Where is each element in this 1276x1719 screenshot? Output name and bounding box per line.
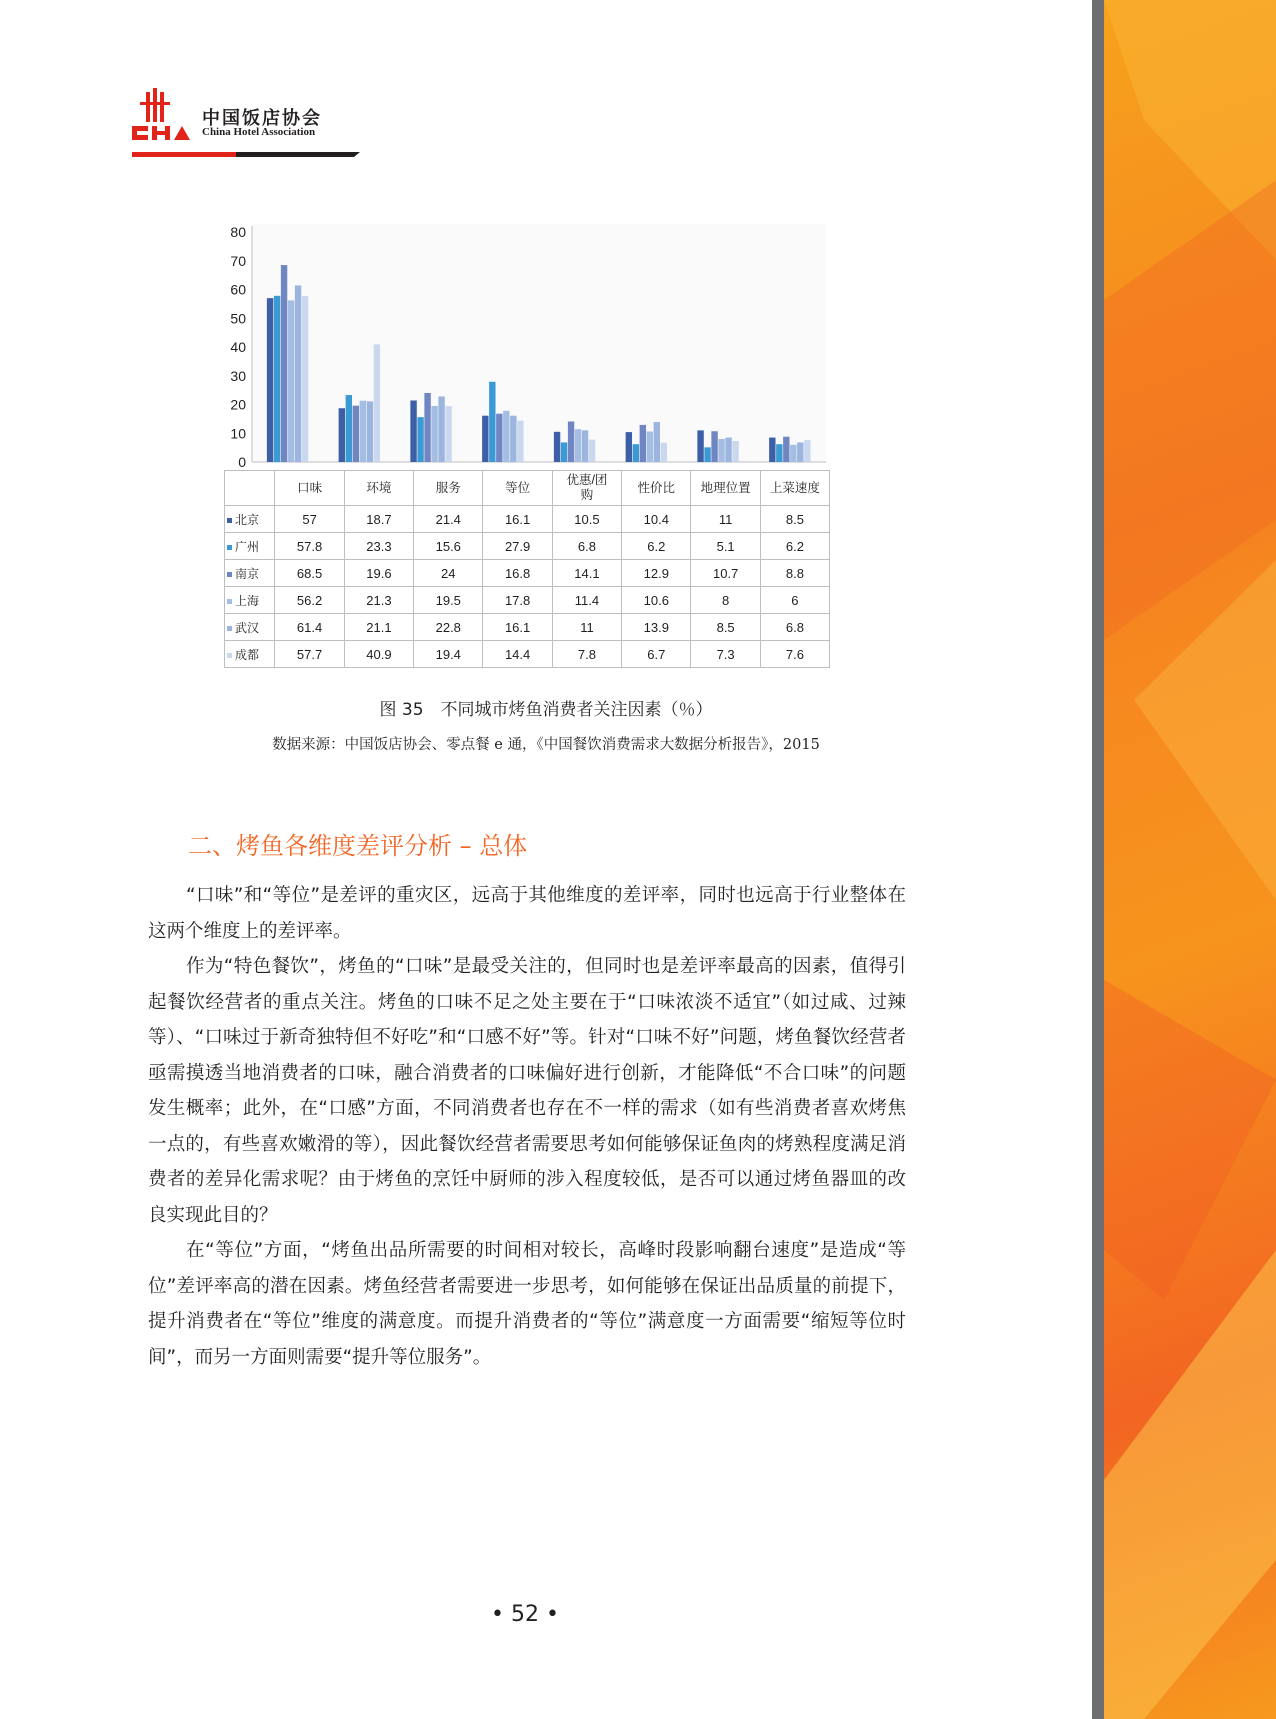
data-label: 5.1 [691,533,760,560]
bar [697,430,703,462]
data-label: 6.8 [760,614,829,641]
data-label: 11.4 [552,587,621,614]
table-row [225,641,830,668]
bar [797,442,803,462]
bar [267,298,273,462]
data-label: 8.8 [760,560,829,587]
bar [769,438,775,462]
bar [725,438,731,462]
data-label: 24 [414,560,483,587]
data-label: 27.9 [483,533,552,560]
y-tick-label: 10 [230,425,246,442]
bar [804,440,810,462]
data-label: 7.8 [552,641,621,668]
page-number: • 52 • [491,1602,559,1627]
y-tick-label: 20 [230,396,246,413]
bar [790,445,796,462]
table-row [225,614,830,641]
data-label: 15.6 [414,533,483,560]
data-label: 11 [552,614,621,641]
side-gray-strip [1092,0,1104,1719]
bar [711,431,717,462]
data-label: 19.4 [414,641,483,668]
table-row [225,506,830,533]
body-text [148,878,906,1375]
bar [561,442,567,462]
data-label: 19.6 [344,560,413,587]
bar [360,401,366,462]
data-label: 10.4 [622,506,691,533]
legend-entry: 武汉 [225,614,275,641]
category-label: 服务 [414,471,483,506]
data-label: 14.4 [483,641,552,668]
header-rule [132,152,360,157]
paragraph: 在“等位”方面，“烤鱼出品所需要的时间相对较长，高峰时段影响翻台速度”是造成“等位”差评率高的潜在因素。烤鱼经营者需要进一步思考，如何能够在保证出品质量的前提下，提升消费者在“等位”维度的满意度。而提升消费者的“等位”满意度一方面需要“缩短等位时间”，而另一方面则需要“提升等位服务”。 [148,1240,906,1368]
data-label: 13.9 [622,614,691,641]
bar [718,439,724,462]
bar [489,382,495,462]
data-label: 8 [691,587,760,614]
table-row [225,587,830,614]
y-tick-label: 30 [230,367,246,384]
bar [346,395,352,462]
data-label: 10.6 [622,587,691,614]
bar [353,406,359,462]
data-label: 56.2 [275,587,344,614]
data-label: 7.3 [691,641,760,668]
bar [431,406,437,462]
bar [633,444,639,462]
section-title: 二、烤鱼各维度差评分析 – 总体 [188,832,528,860]
y-tick-label: 80 [230,224,246,240]
side-orange-band [1104,0,1276,1719]
cha-logo-icon [132,88,194,142]
data-label: 40.9 [344,641,413,668]
category-label: 性价比 [622,471,691,506]
data-label: 21.1 [344,614,413,641]
legend-entry: 广州 [225,533,275,560]
data-label: 6.8 [552,533,621,560]
data-label: 21.4 [414,506,483,533]
legend-entry: 成都 [225,641,275,668]
y-tick-label: 40 [230,339,246,355]
data-label: 6 [760,587,829,614]
data-label: 57.7 [275,641,344,668]
paragraph: “口味”和“等位”是差评的重灾区，远高于其他维度的差评率，同时也远高于行业整体在这两个维度上的差评率。 [148,885,906,942]
data-label: 6.2 [622,533,691,560]
bar [517,421,523,462]
bar [445,406,451,462]
bar [654,422,660,462]
bar [582,430,588,462]
legend-entry: 南京 [225,560,275,587]
bar [281,265,287,462]
bar [503,411,509,462]
paragraph: 作为“特色餐饮”，烤鱼的“口味”是最受关注的，但同时也是差评率最高的因素，值得引起餐饮经营者的重点关注。烤鱼的口味不足之处主要在于“口味浓淡不适宜”（如过咸、过辣等）、“口味过于新奇独特但不好吃”和“口感不好”等。针对“口味不好”问题，烤鱼餐饮经营者亟需摸透当地消费者的口味，融合消费者的口味偏好进行创新，才能降低“不合口味”的问题发生概率；此外，在“口感”方面，不同消费者也存在不一样的需求（如有些消费者喜欢烤焦一点的，有些喜欢嫩滑的等），因此餐饮经营者需要思考如何能够保证鱼肉的烤熟程度满足消费者的差异化需求呢？由于烤鱼的烹饪中厨师的涉入程度较低，是否可以通过烤鱼器皿的改良实现此目的？ [148,956,906,1226]
bar [510,416,516,462]
data-label: 68.5 [275,560,344,587]
y-tick-label: 0 [238,454,246,470]
chart-plot [220,220,830,470]
legend-entry: 北京 [225,506,275,533]
bar [339,408,345,462]
data-label: 7.6 [760,641,829,668]
category-label: 优惠/团 购 [552,471,621,506]
bar [626,432,632,462]
data-label: 10.5 [552,506,621,533]
data-label: 61.4 [275,614,344,641]
category-label: 等位 [483,471,552,506]
category-label: 口味 [275,471,344,506]
data-label: 57 [275,506,344,533]
bar [417,417,423,462]
bar [302,296,308,462]
legend-swatch [227,653,232,658]
bar [482,416,488,462]
header-logo [132,88,362,158]
legend-swatch [227,518,232,523]
data-label: 21.3 [344,587,413,614]
bar [568,421,574,462]
data-label: 17.8 [483,587,552,614]
legend-swatch [227,545,232,550]
data-label: 6.2 [760,533,829,560]
data-label: 57.8 [275,533,344,560]
category-label: 环境 [344,471,413,506]
data-label: 16.8 [483,560,552,587]
y-tick-label: 50 [230,310,246,327]
data-label: 11 [691,506,760,533]
chart-data-table [224,470,830,668]
bar [424,393,430,462]
bar [554,432,560,462]
bar [288,300,294,462]
data-label: 8.5 [760,506,829,533]
bar [410,400,416,462]
data-label: 10.7 [691,560,760,587]
bar [776,444,782,462]
legend-swatch [227,626,232,631]
table-row [225,533,830,560]
table-row [225,560,830,587]
bar [438,396,444,462]
y-tick-label: 70 [230,252,246,269]
data-label: 16.1 [483,614,552,641]
legend-swatch [227,572,232,577]
data-label: 16.1 [483,506,552,533]
bar [704,447,710,462]
bar [589,440,595,462]
table-corner-cell [225,471,275,506]
data-label: 22.8 [414,614,483,641]
plot-area [252,224,826,462]
bar [274,296,280,462]
data-label: 18.7 [344,506,413,533]
category-label: 地理位置 [691,471,760,506]
bar [647,432,653,462]
data-label: 12.9 [622,560,691,587]
data-label: 14.1 [552,560,621,587]
figure-source: 数据来源：中国饭店协会、零点餐 e 通，《中国餐饮消费需求大数据分析报告》，2015 [272,737,820,753]
bar [732,441,738,462]
bar [575,429,581,462]
bar [783,437,789,462]
legend-entry: 上海 [225,587,275,614]
bar [295,285,301,462]
bar [661,443,667,462]
bar [640,425,646,462]
bar [367,401,373,462]
bar [496,414,502,462]
figure-caption: 图 35 不同城市烤鱼消费者关注因素（％） [379,700,713,720]
data-label: 6.7 [622,641,691,668]
org-name-en: China Hotel Association [202,126,316,138]
category-label: 上菜速度 [760,471,829,506]
table-header-row [225,471,830,506]
data-label: 19.5 [414,587,483,614]
bar [374,344,380,462]
data-label: 23.3 [344,533,413,560]
legend-swatch [227,599,232,604]
y-tick-label: 60 [230,281,246,298]
data-label: 8.5 [691,614,760,641]
bar-chart [220,220,830,675]
orange-facets [1104,0,1276,1719]
org-name-cn: 中国饭店协会 [202,108,322,129]
